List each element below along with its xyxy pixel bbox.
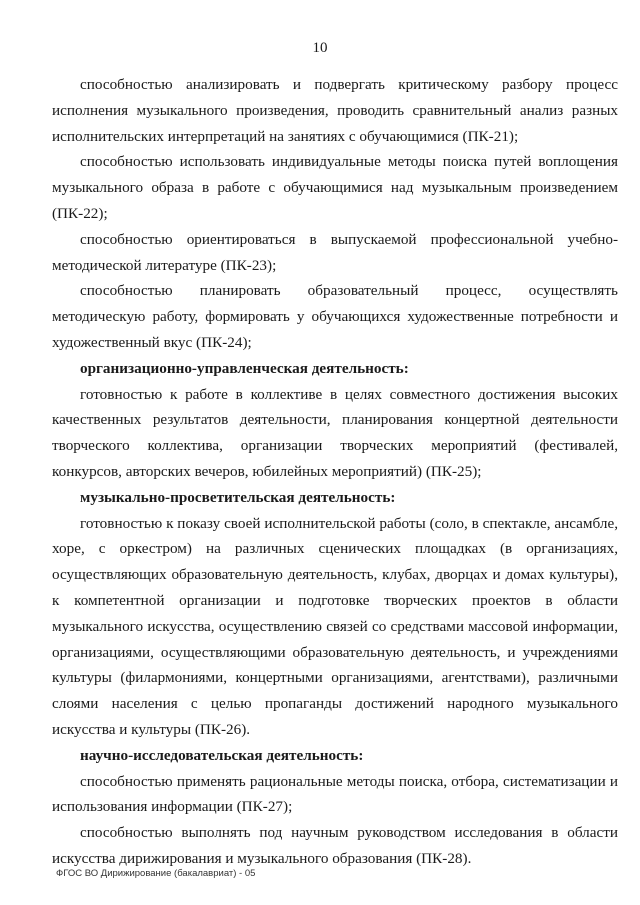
paragraph-pk-22: способностью использовать индивидуальные методы поиска путей воплощения музыкального образа в работе с обучающимися над музыкальным произведением (ПК-22); [52, 153, 618, 222]
paragraph-pk-25: готовностью к работе в коллективе в целях совместного достижения высоких качественных результатов деятельности, планирования концертной деятельности творческого коллектива, организации творческих мероприятий (фестивалей, конкурсов, авторских вечеров, юбилейных мероприятий) (ПК-25); [52, 385, 618, 480]
section-heading-educational: музыкально-просветительская деятельность: [80, 488, 396, 506]
page-footer: ФГОС ВО Дирижирование (бакалавриат) - 05 [56, 868, 256, 879]
page-number: 10 [312, 40, 328, 56]
paragraph-pk-28: способностью выполнять под научным руководством исследования в области искусства дирижирования и музыкального образования (ПК-28). [52, 824, 618, 867]
paragraph-pk-26: готовностью к показу своей исполнительской работы (соло, в спектакле, ансамбле, хоре, с оркестром) на различных сценических площадках (в организациях, осуществляющих образовательную деятельность, клубах, дворцах и домах культуры), к компетентной организации и подготовке творческих проектов в области музыкального искусства, осуществлению связей со средствами массовой информации, организациями, осуществляющими образовательную деятельность, и учреждениями культуры (филармониями, концертными организациями, агентствами), различными слоями населения с целью пропаганды достижений народного музыкального искусства и культуры (ПК-26). [52, 514, 618, 738]
document-body [52, 72, 618, 872]
paragraph-pk-21: способностью анализировать и подвергать критическому разбору процесс исполнения музыкального произведения, проводить сравнительный анализ разных исполнительских интерпретаций на занятиях с обучающимися (ПК-21); [52, 76, 618, 145]
paragraph-pk-23: способностью ориентироваться в выпускаемой профессиональной учебно-методической литературе (ПК-23); [52, 230, 618, 274]
paragraph-pk-24: способностью планировать образовательный процесс, осуществлять методическую работу, формировать у обучающихся художественные потребности и художественный вкус (ПК-24); [52, 282, 618, 351]
section-heading-research: научно-исследовательская деятельность: [80, 746, 364, 764]
paragraph-pk-27: способностью применять рациональные методы поиска, отбора, систематизации и использования информации (ПК-27); [52, 772, 618, 816]
section-heading-organizational: организационно-управленческая деятельность: [80, 359, 409, 377]
